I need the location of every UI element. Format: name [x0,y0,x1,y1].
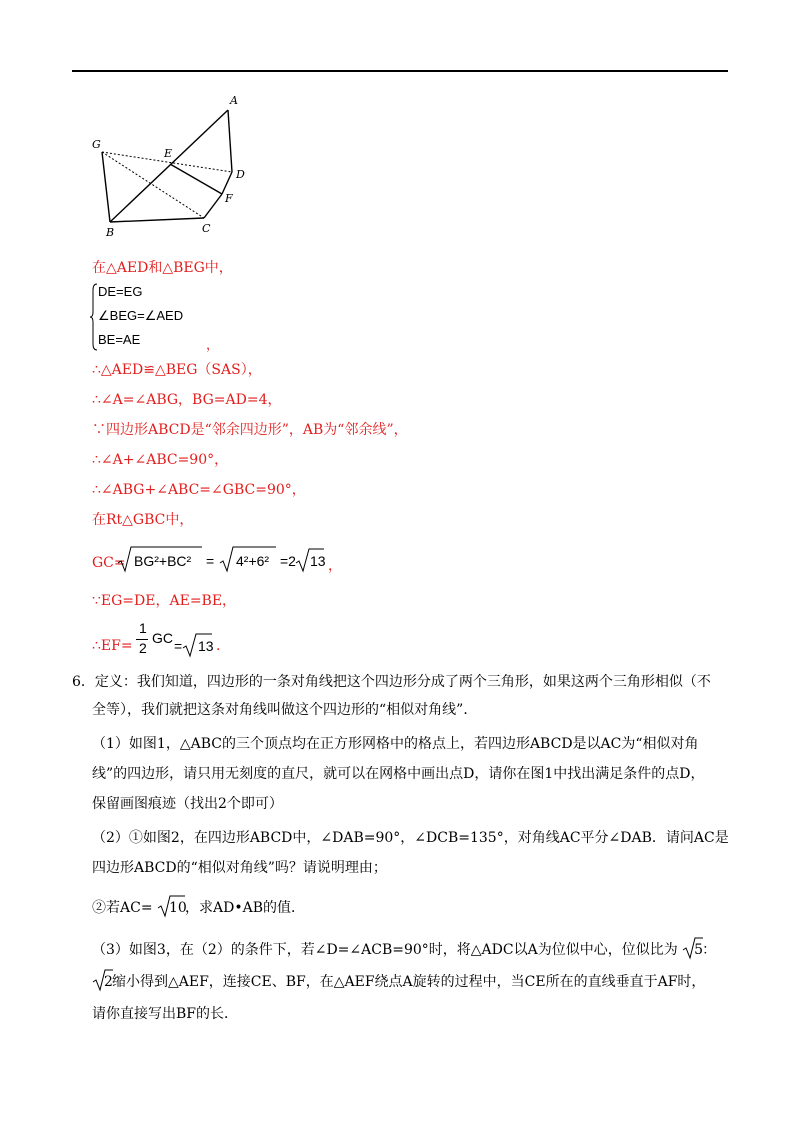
system-row-2: ∠BEG=∠AED [98,308,184,323]
system-row-1: DE=EG [98,284,143,299]
segment-gc [102,152,204,218]
label-a: A [230,94,238,107]
system-comma: ， [206,338,220,353]
ef-radicand: 13 [198,638,214,654]
gc-radicand-3: 13 [310,553,326,569]
problem6-part2-line-3 [92,898,352,922]
problem6-part2-line-1: （2）①如图2，在四边形ABCD中，∠DAB=90°，∠DCB=135°，对角线AC平分∠DAB．请问AC是 [92,830,729,846]
gc-end: ， [328,558,342,574]
header-rule [72,70,728,72]
segment-ad [228,110,232,172]
solution-line-1: 在△AED和△BEG中， [92,260,233,276]
solution-line-7: 在Rt△GBC中， [92,512,194,528]
segment-df [222,172,232,194]
p3a-prefix: （3）如图3，在（2）的条件下，若∠D=∠ACB=90°时，将△ADC以A为位似中心，位似比为 [92,942,678,958]
solution-line-8: ∵EG=DE，AE=BE， [92,593,237,609]
solution-line-4: ∵四边形ABCD是“邻余四边形”，AB为“邻余线”， [92,422,408,438]
problem6-part1-line-2: 线”的四边形，请只用无刻度的直尺，就可以在网格中画出点D，请你在图1中找出满足条件的点D， [92,766,705,782]
problem6-line-1: 6．定义：我们知道，四边形的一条对角线把这个四边形分成了两个三角形，如果这两个三角形相似（不 [72,674,711,690]
problem6-part3-line-3: 请你直接写出BF的长． [92,1006,239,1022]
ef-formula [92,620,232,660]
segment-ef [170,164,222,194]
p3b-radicand: 2 [104,974,113,990]
problem6-part3-line-1 [92,940,716,964]
problem6-part1-line-3: 保留画图痕迹（找出2个即可） [92,796,283,812]
gc-equals-2: =2 [280,553,296,569]
ef-label: ∴EF= [92,638,133,654]
segment-gb [102,152,110,222]
segment-fc [204,194,222,218]
p3a-radical [682,940,702,960]
label-b: B [106,226,115,239]
p2c-prefix: ②若AC= [92,900,153,916]
label-d: D [236,168,245,181]
p2c-radical [157,898,185,918]
p2c-suffix: ，求AD•AB的值． [185,900,306,916]
segment-bc [110,218,204,222]
ef-equals: = [174,638,183,654]
label-g: G [92,138,101,151]
gc-radicand-1: BG²+BC² [134,553,192,569]
ef-denominator: 2 [139,640,147,656]
solution-line-2: ∴△AED≌△BEG（SAS）， [92,362,262,378]
solution-line-5: ∴∠A+∠ABC=90°， [92,452,229,468]
label-c: C [202,222,211,235]
p2c-radicand: 10 [169,900,187,916]
gc-radicand-2: 4²+6² [236,553,270,569]
segment-ba [110,110,228,222]
p3b-suffix: 缩小得到△AEF，连接CE、BF，在△AEF绕点A旋转的过程中，当CE所在的直线垂直于AF时， [112,974,706,990]
system-row-3: BE=AE [98,332,141,347]
problem6-part2-line-2: 四边形ABCD的“相似对角线”吗？请说明理由； [92,860,387,876]
p3b-radical [92,972,112,992]
p3a-suffix: ： [702,942,717,958]
ef-end: . [216,638,221,654]
solution-line-6: ∴∠ABG+∠ABC=∠GBC=90°， [92,482,306,498]
gc-label: GC= [92,555,126,571]
brace-icon [90,282,98,352]
gc-equals-1: = [206,553,215,569]
problem6-line-2: 全等），我们就把这条对角线叫做这个四边形的“相似对角线”． [92,702,478,718]
ef-gc: GC [152,630,173,646]
geometry-figure [82,90,262,240]
problem6-part3-line-2 [92,972,705,996]
gc-formula [92,545,352,575]
label-e: E [164,147,173,160]
p3a-radicand: 5 [694,942,704,958]
solution-line-3: ∴∠A=∠ABG，BG=AD=4， [92,392,282,408]
ef-numerator: 1 [139,620,147,636]
label-f: F [225,192,233,205]
problem6-part1-line-1: （1）如图1，△ABC的三个顶点均在正方形网格中的格点上，若四边形ABCD是以AC为“相似对角 [92,736,699,752]
